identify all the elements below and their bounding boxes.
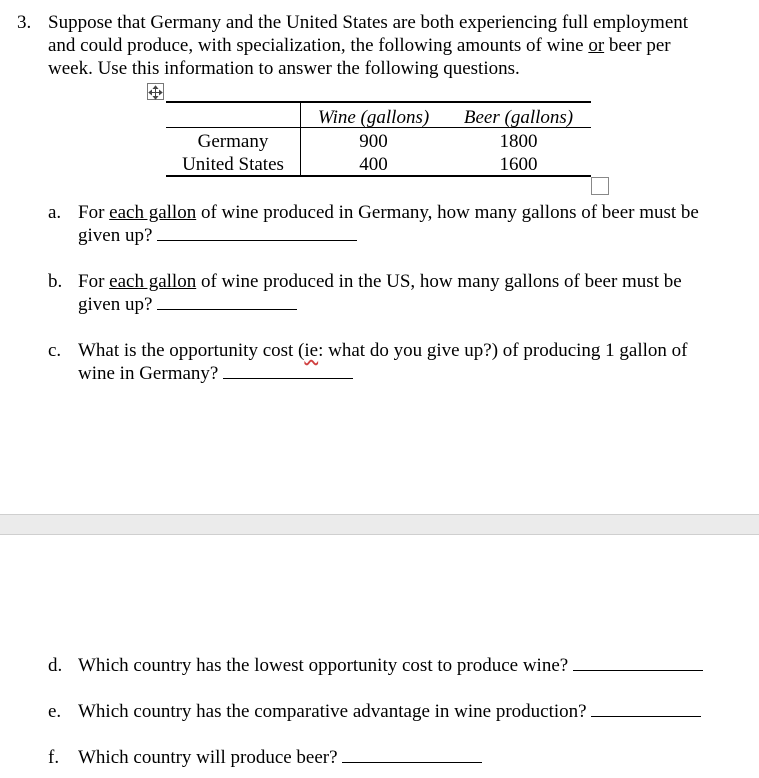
question-line-2: and could produce, with specialization, the following amounts of wine or beer per	[48, 35, 671, 56]
spellcheck-ie: ie	[304, 340, 319, 361]
part-a-line-2: given up?	[78, 224, 357, 247]
row-beer: 1600	[499, 154, 538, 175]
table-resize-handle[interactable]	[591, 177, 609, 195]
part-c-label: c.	[48, 340, 62, 361]
question-line-3: week. Use this information to answer the following questions.	[48, 58, 520, 79]
row-wine: 900	[359, 131, 388, 152]
row-wine: 400	[359, 154, 388, 175]
part-e-label: e.	[48, 701, 62, 722]
part-f-label: f.	[48, 747, 60, 768]
table-move-handle[interactable]	[147, 83, 164, 100]
answer-blank-a[interactable]	[157, 226, 357, 241]
part-d-label: d.	[48, 655, 63, 676]
part-b-label: b.	[48, 271, 63, 292]
row-country: Germany	[197, 131, 269, 152]
row-country: United States	[182, 154, 284, 175]
part-b-line-1: For each gallon of wine produced in the US, how many gallons of beer must be	[78, 271, 682, 292]
part-a-line-1: For each gallon of wine produced in Germany, how many gallons of beer must be	[78, 202, 699, 223]
question-line-1: Suppose that Germany and the United States are both experiencing full employment	[48, 12, 689, 33]
part-e-text: Which country has the comparative advantage in wine production?	[78, 700, 701, 723]
part-f-text: Which country will produce beer?	[78, 746, 482, 769]
part-c-line-2: wine in Germany?	[78, 362, 353, 385]
answer-blank-e[interactable]	[591, 702, 701, 717]
answer-blank-f[interactable]	[342, 748, 482, 763]
header-wine: Wine (gallons)	[317, 107, 430, 128]
page-break	[0, 514, 759, 535]
question-number: 3.	[17, 12, 32, 33]
row-beer: 1800	[499, 131, 538, 152]
move-arrows-icon	[148, 85, 163, 100]
part-d-text: Which country has the lowest opportunity cost to produce wine?	[78, 654, 703, 677]
answer-blank-b[interactable]	[157, 295, 297, 310]
answer-blank-c[interactable]	[223, 364, 353, 379]
or-underlined: or	[588, 35, 605, 56]
part-a-label: a.	[48, 202, 62, 223]
part-c-line-1: What is the opportunity cost (ie: what do you give up?) of producing 1 gallon of	[78, 340, 688, 361]
answer-blank-d[interactable]	[573, 656, 703, 671]
header-beer: Beer (gallons)	[463, 107, 574, 128]
part-b-line-2: given up?	[78, 293, 297, 316]
